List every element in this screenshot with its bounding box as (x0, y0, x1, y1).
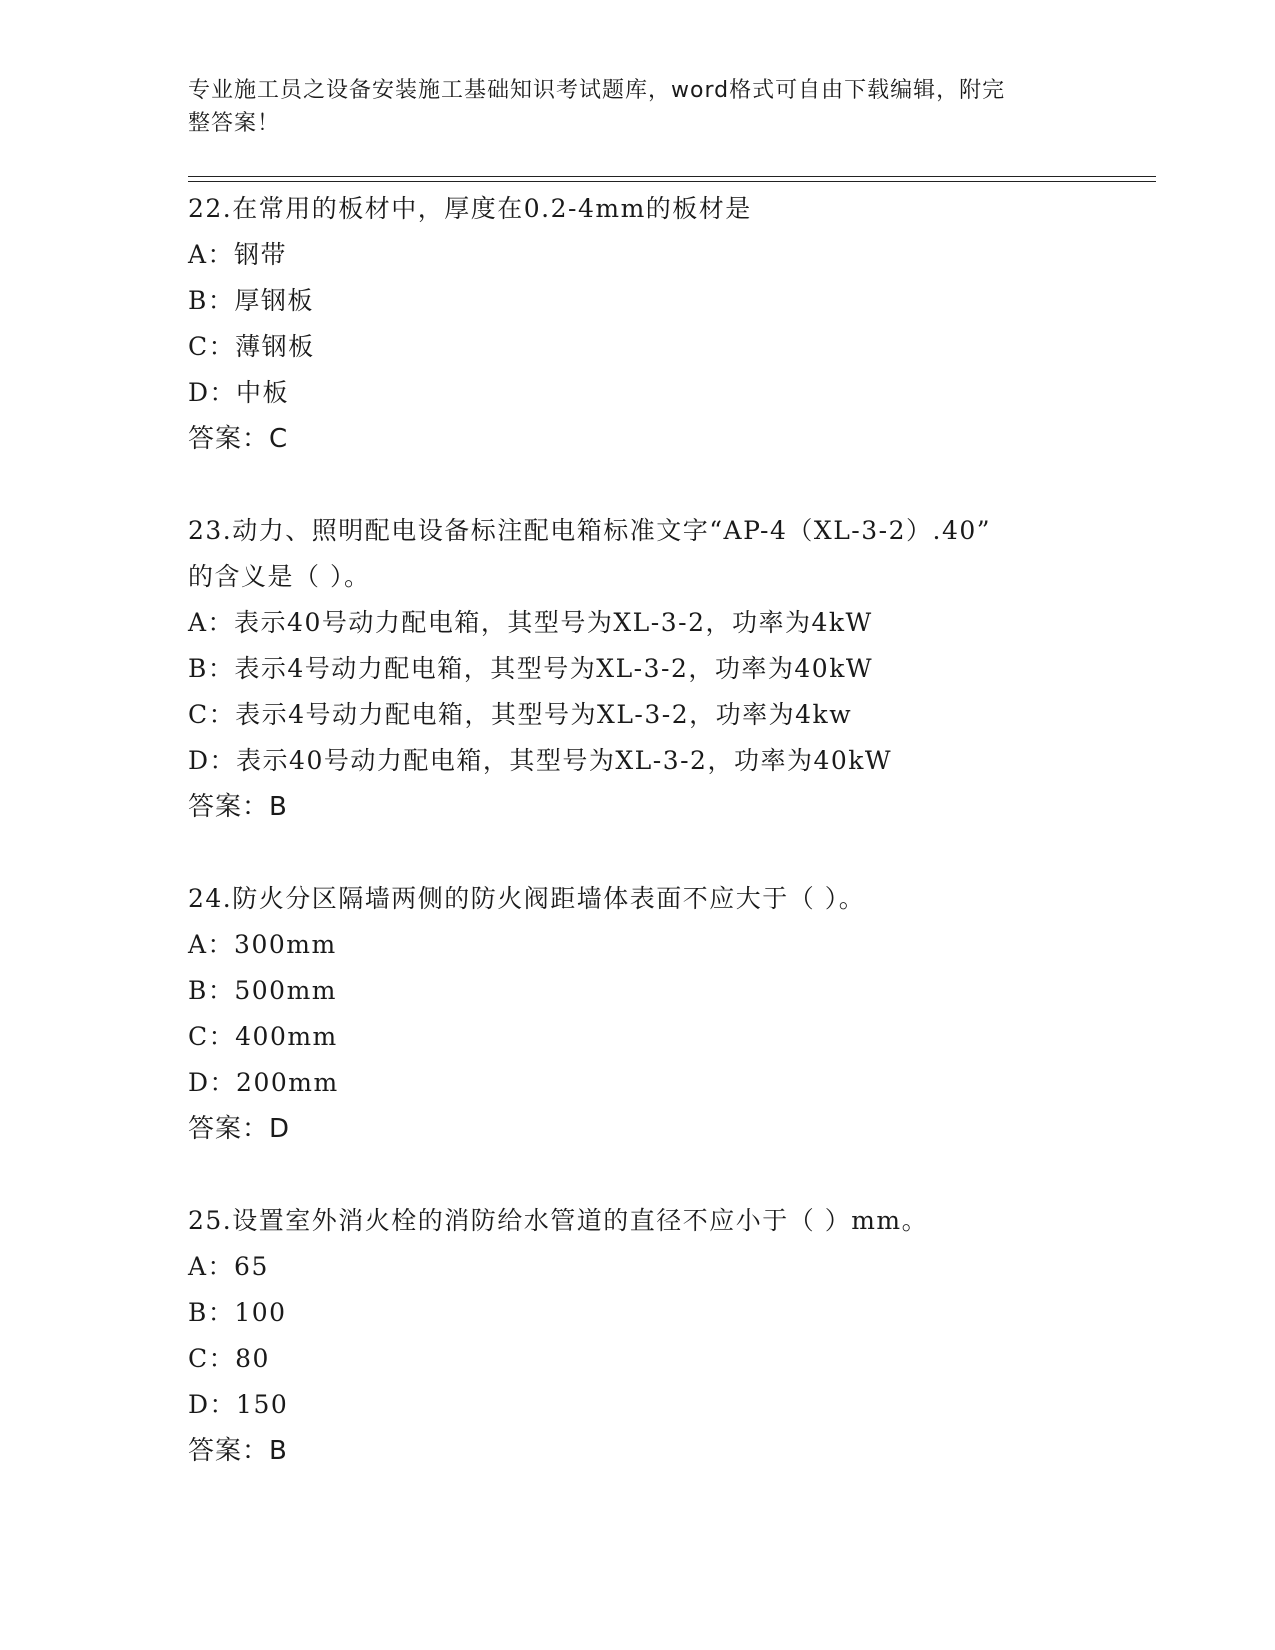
answer: 答案：D (188, 1114, 291, 1144)
answer: 答案：C (188, 424, 289, 454)
question-25 (188, 1198, 1088, 1474)
option-d: D：中板 (188, 378, 290, 407)
header-line-1: 专业施工员之设备安装施工基础知识考试题库，word格式可自由下载编辑，附完 (188, 78, 1006, 103)
option-b: B：表示4号动力配电箱，其型号为XL-3-2，功率为40kW (188, 654, 874, 683)
answer: 答案：B (188, 1436, 288, 1466)
header-rule-bottom (188, 181, 1156, 182)
option-d: D：200mm (188, 1068, 339, 1097)
question-stem: 24.防火分区隔墙两侧的防火阀距墙体表面不应大于（ ）。 (188, 884, 866, 913)
question-24 (188, 876, 1088, 1152)
option-d: D：150 (188, 1390, 289, 1419)
question-22 (188, 186, 1088, 462)
question-stem: 22.在常用的板材中，厚度在0.2-4mm的板材是 (188, 194, 752, 223)
question-stem: 23.动力、照明配电设备标注配电箱标准文字“AP-4（XL-3-2）.40” (188, 516, 992, 545)
option-a: A：表示40号动力配电箱，其型号为XL-3-2，功率为4kW (188, 608, 873, 637)
option-b: B：500mm (188, 976, 338, 1005)
option-b: B：厚钢板 (188, 286, 314, 315)
option-d: D：表示40号动力配电箱，其型号为XL-3-2，功率为40kW (188, 746, 893, 775)
document-header (188, 74, 1088, 140)
option-a: A：300mm (188, 930, 337, 959)
header-line-2: 整答案！ (188, 111, 281, 136)
option-a: A：钢带 (188, 240, 288, 269)
header-rule-top (188, 176, 1156, 177)
question-stem-continued: 的含义是（ ）。 (188, 562, 371, 591)
option-c: C：400mm (188, 1022, 338, 1051)
answer: 答案：B (188, 792, 288, 822)
question-stem: 25.设置室外消火栓的消防给水管道的直径不应小于（ ）mm。 (188, 1206, 929, 1235)
option-b: B：100 (188, 1298, 287, 1327)
option-c: C：薄钢板 (188, 332, 315, 361)
option-a: A：65 (188, 1252, 269, 1281)
question-23 (188, 508, 1088, 830)
option-c: C：80 (188, 1344, 270, 1373)
option-c: C：表示4号动力配电箱，其型号为XL-3-2，功率为4kw (188, 700, 853, 729)
